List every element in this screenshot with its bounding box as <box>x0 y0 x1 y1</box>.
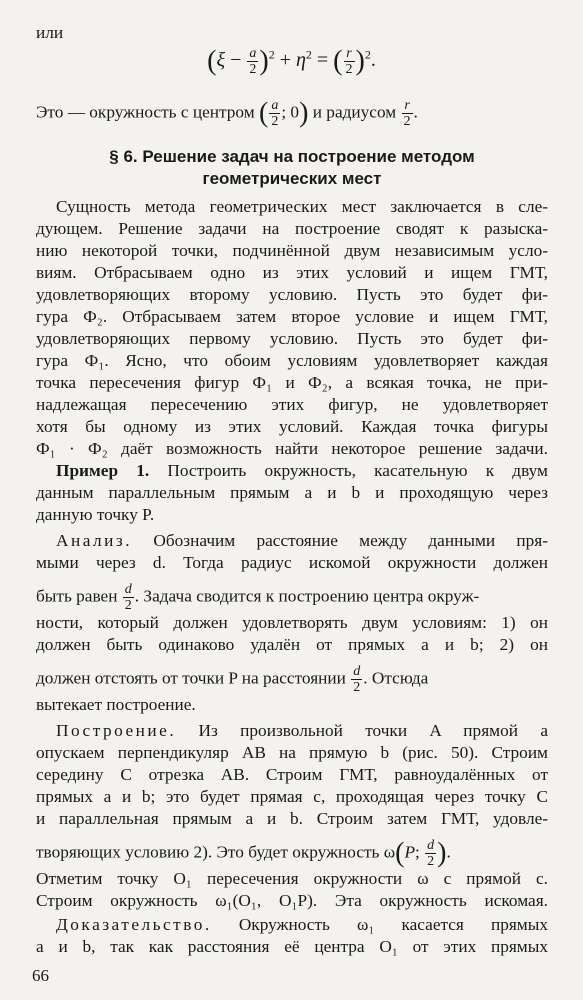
formula-text: (ξ − $\frac{a}{2}$ )$^2 + \eta^2$ = ( $\frac{r}{2}$ )$^2$. <box>207 45 376 77</box>
text-line: прямых a и b; это будет прямая c, проходящая через точку C <box>36 787 548 806</box>
text-fragment: Это — окружность с центром <box>36 102 255 122</box>
text-fragment: Окружность ω₁ касается прямых <box>238 915 548 934</box>
text-line: ности, который должен удовлетворять двум условиям: 1) он <box>36 613 548 632</box>
text-fragment: . Отсюда <box>363 668 429 688</box>
text-fragment: и радиусом <box>312 102 397 122</box>
text-line: Ф₁ · Ф₂ даёт возможность найти некоторое решение задачи. <box>36 439 548 458</box>
text-line: нию некоторой точки, подчинённой двум независимым усло- <box>36 241 548 260</box>
text-line: опускаем перпендикуляр AB на прямую b (рис. 50). Строим <box>36 743 548 762</box>
text-line: Сущность метода геометрических мест заключается в сле- <box>56 197 548 216</box>
text-fragment: . Задача сводится к построению центра окруж- <box>134 586 480 606</box>
example-line <box>56 460 548 482</box>
formula-circle-equation <box>0 46 583 77</box>
text-line: a и b, так как расстояния её центра O₁ от этих прямых <box>36 937 548 956</box>
text-line: гура Ф₁. Ясно, что обоим условиям удовлетворяет каждая <box>36 351 548 370</box>
text-line: Отметим точку O₁ пересечения окружности ω с прямой c. <box>36 869 548 888</box>
circle-description-line: Это — окружность с центром ( $\frac{a}{2}$ ; 0) и радиусом $\frac{r}{2}$ . <box>36 97 418 129</box>
text-line: середину C отрезка AB. Строим ГМТ, равноудалённых от <box>36 765 548 784</box>
text-line: должен быть одинаково удалён от прямых a и b; 2) он <box>36 635 548 654</box>
text-line: гура Ф₂. Отбрасываем затем второе условие и ищем ГМТ, <box>36 307 548 326</box>
text-line: вытекает построение. <box>36 695 196 714</box>
text-fragment: Из произвольной точки A прямой a <box>198 721 548 740</box>
analysis-label: Анализ. <box>56 531 133 550</box>
text-line: хотя бы одному из этих условий. Каждая точка фигуры <box>36 417 548 436</box>
text-fragment: должен отстоять от точки P на расстоянии <box>36 668 346 688</box>
text-line: мыми через d. Тогда радиус искомой окружности должен <box>36 553 548 572</box>
text-line: данным параллельным прямым a и b и проходящую через <box>36 483 548 502</box>
text-line: виям. Отбрасываем одно из этих условий и ищем ГМТ, <box>36 263 548 282</box>
text-line: данную точку P. <box>36 505 155 524</box>
construction-label: Построение. <box>56 721 177 740</box>
text-line: и параллельная прямым a и b. Строим затем ГМТ, удовле- <box>36 809 548 828</box>
construction-line <box>56 720 548 742</box>
text-line: надлежащая пересечению этих фигур, не удовлетворяет <box>36 395 548 414</box>
text-line-with-fraction: должен отстоять от точки P на расстоянии $\frac{d}{2}$ . Отсюда <box>36 664 429 695</box>
text-line: Строим окружность ω₁(O₁, O₁P). Эта окружность искомая. <box>36 891 548 910</box>
text-line: дующем. Решение задачи на построение сводят к разыска- <box>36 219 548 238</box>
analysis-line <box>56 530 548 552</box>
text-fragment: творяющих условию 2). Это будет окружность ω <box>36 842 396 862</box>
proof-label: Доказательство. <box>56 915 212 934</box>
text-fragment: быть равен <box>36 586 118 606</box>
proof-line <box>56 914 548 936</box>
text-line: удовлетворяющих второму условию. Пусть это будет фи- <box>36 285 548 304</box>
section-heading-line2: геометрических мест <box>202 169 382 188</box>
text-line: точка пересечения фигур Ф₁ и Ф₂, а всякая точка, не при- <box>36 373 548 392</box>
text-line: или <box>36 23 64 42</box>
page-number: 66 <box>32 966 49 985</box>
text-line-with-fraction: быть равен $\frac{d}{2}$ . Задача сводится к построению центра окруж- <box>36 582 480 613</box>
text-fragment: Построить окружность, касательную к двум <box>167 461 548 480</box>
example-label: Пример 1. <box>56 461 150 480</box>
section-heading-line1: § 6. Решение задач на построение методом <box>109 147 475 166</box>
text-fragment: Обозначим расстояние между данными пря- <box>153 531 548 550</box>
text-line: удовлетворяющих первому условию. Пусть это будет фи- <box>36 329 548 348</box>
text-line-with-formula: творяющих условию 2). Это будет окружность ω(P; $\frac{d}{2}$ ). <box>36 837 451 869</box>
